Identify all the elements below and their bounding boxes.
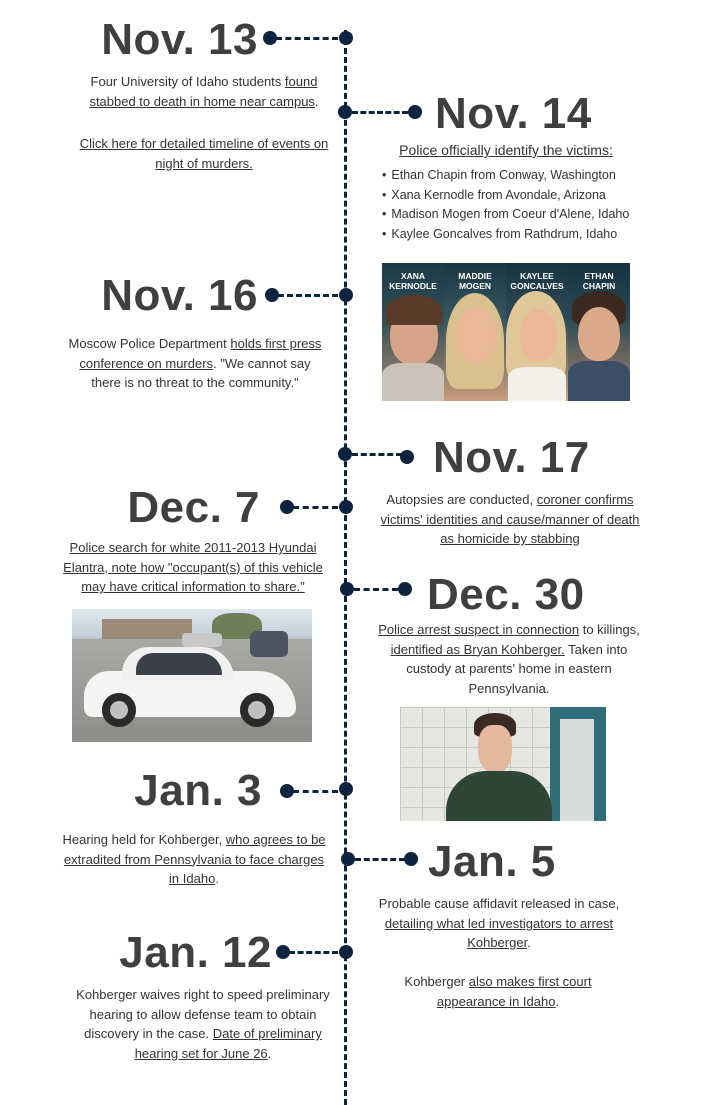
clothing-shape xyxy=(568,361,630,401)
timeline-node-nov-13 xyxy=(339,31,353,45)
timeline-node-nov-14 xyxy=(338,105,352,119)
event-text: Kohberger waives right to speed preliminary hearing to allow defense team to obtain discovery in the case. xyxy=(76,987,330,1041)
connector-nov-17 xyxy=(352,453,402,456)
link-court-appearance[interactable]: also makes first court appearance in Idaho xyxy=(436,974,592,1009)
building-shape xyxy=(102,619,192,641)
event-text-jan-12 xyxy=(70,985,336,1063)
connector-nov-13 xyxy=(276,37,338,40)
victim-photo-cell xyxy=(506,263,568,401)
event-text: . xyxy=(314,93,319,109)
link-extradited[interactable]: who agrees to be extradited from Pennsylvania to face charges in Idaho xyxy=(63,832,326,886)
car-wheel-shape xyxy=(102,693,136,727)
link-hyundai-elantra[interactable]: Police search for white 2011-2013 Hyundai Elantra, note how "occupant(s) of this vehicle may have critical information to share." xyxy=(63,540,323,594)
connector-jan-12 xyxy=(289,951,338,954)
event-text-jan-5 xyxy=(364,894,634,953)
timeline-node-jan-3 xyxy=(339,782,353,796)
event-text-dec-7 xyxy=(60,538,326,597)
connector-dot-nov-14-outer xyxy=(408,105,422,119)
event-text: Moscow Police Department xyxy=(68,336,231,351)
link-press-conference[interactable]: holds first press conference on murders xyxy=(79,336,322,371)
victim-label: XANA KERNODLE xyxy=(389,271,437,291)
connector-dot-dec-30-outer xyxy=(398,582,412,596)
timeline-node-dec-7 xyxy=(339,500,353,514)
victim-photo-cell xyxy=(568,263,630,401)
timeline-node-dec-30 xyxy=(340,582,354,596)
list-item: • Ethan Chapin from Conway, Washington xyxy=(382,166,652,186)
date-nov-16: Nov. 16 xyxy=(101,271,258,320)
event-heading-nov-14 xyxy=(370,141,642,161)
link-found-stabbed[interactable]: found stabbed to death in home near campus xyxy=(89,74,318,109)
date-jan-5: Jan. 5 xyxy=(428,837,556,886)
victims-photo xyxy=(382,263,630,401)
event-text-jan-5-court xyxy=(394,972,602,1011)
link-preliminary-hearing[interactable]: Date of preliminary hearing set for June 26 xyxy=(134,1026,322,1061)
timeline-node-jan-12 xyxy=(339,945,353,959)
event-text-jan-3 xyxy=(60,830,328,889)
link-bryan-kohberger[interactable]: identified as Bryan Kohberger. xyxy=(390,641,565,657)
parked-car-shape xyxy=(182,633,222,647)
hair-shape xyxy=(386,295,442,325)
event-text: . xyxy=(267,1045,272,1061)
face-shape xyxy=(520,309,558,361)
event-text-dec-30 xyxy=(374,620,644,698)
link-identify-victims[interactable]: Police officially identify the victims: xyxy=(399,142,613,158)
link-detailed-timeline[interactable]: Click here for detailed timeline of events on night of murders. xyxy=(79,136,329,171)
suspect-shirt-shape xyxy=(446,771,552,821)
connector-dot-jan-5-outer xyxy=(404,852,418,866)
victim-label: KAYLEE GONCALVES xyxy=(510,271,564,291)
date-dec-30: Dec. 30 xyxy=(427,570,585,619)
parked-car-shape xyxy=(250,631,288,657)
car-wheel-shape xyxy=(240,693,274,727)
connector-dec-30 xyxy=(354,588,398,591)
victims-list xyxy=(382,166,652,244)
event-text-nov-16 xyxy=(64,334,326,393)
link-coroner-confirms[interactable]: coroner confirms victims' identities and cause/manner of death as homicide by stabbing xyxy=(380,492,640,546)
event-text: . "We cannot say there is no threat to the community." xyxy=(91,355,311,390)
connector-dec-7 xyxy=(293,506,338,509)
suspect-photo xyxy=(400,707,606,821)
link-probable-cause[interactable]: detailing what led investigators to arrest Kohberger xyxy=(384,915,614,950)
list-item: • Kaylee Goncalves from Rathdrum, Idaho xyxy=(382,225,652,245)
timeline-node-jan-5 xyxy=(341,852,355,866)
date-dec-7: Dec. 7 xyxy=(127,483,260,532)
link-police-arrest[interactable]: Police arrest suspect in connection xyxy=(378,622,580,637)
connector-dot-nov-17-outer xyxy=(400,450,414,464)
list-item: • Madison Mogen from Coeur d'Alene, Idaho xyxy=(382,205,652,225)
list-item: • Xana Kernodle from Avondale, Arizona xyxy=(382,186,652,206)
connector-nov-16 xyxy=(278,294,338,297)
clothing-shape xyxy=(382,363,444,401)
date-jan-3: Jan. 3 xyxy=(134,766,262,815)
car-window-shape xyxy=(136,653,222,675)
connector-dot-dec-7-outer xyxy=(280,500,294,514)
connector-nov-14 xyxy=(352,111,408,114)
victim-label: ETHAN CHAPIN xyxy=(582,271,616,291)
clothing-shape xyxy=(508,367,566,401)
event-text: Kohberger xyxy=(404,974,469,989)
connector-dot-nov-16-outer xyxy=(265,288,279,302)
face-shape xyxy=(578,307,620,361)
timeline-node-nov-16 xyxy=(339,288,353,302)
door-frame-shape xyxy=(560,719,594,821)
suspect-face-shape xyxy=(478,725,512,773)
timeline-node-nov-17 xyxy=(338,447,352,461)
connector-jan-5 xyxy=(355,858,405,861)
victim-label: MADDIE MOGEN xyxy=(458,271,492,291)
event-text: Probable cause affidavit released in case, xyxy=(378,896,620,911)
event-text: . xyxy=(527,935,531,950)
date-nov-13: Nov. 13 xyxy=(101,15,258,64)
connector-dot-nov-13-outer xyxy=(263,31,277,45)
connector-dot-jan-12-outer xyxy=(276,945,290,959)
event-text: Taken into custody at parents' home in eastern Pennsylvania. xyxy=(406,641,628,696)
date-nov-14: Nov. 14 xyxy=(435,89,592,138)
date-nov-17: Nov. 17 xyxy=(433,433,590,482)
event-text-nov-13 xyxy=(66,72,342,111)
event-text: . xyxy=(555,993,560,1009)
face-shape xyxy=(456,307,496,363)
event-text: to killings, xyxy=(579,622,640,637)
event-text-nov-17 xyxy=(374,490,646,549)
date-jan-12: Jan. 12 xyxy=(119,928,272,977)
event-text: Four University of Idaho students xyxy=(90,74,285,89)
event-link-timeline-nov-13 xyxy=(70,134,338,173)
event-text: Hearing held for Kohberger, xyxy=(62,832,226,847)
victim-photo-cell xyxy=(382,263,444,401)
victim-photo-cell xyxy=(444,263,506,401)
connector-dot-jan-3-outer xyxy=(280,784,294,798)
event-text: . xyxy=(215,871,219,886)
connector-jan-3 xyxy=(293,790,338,793)
event-text: Autopsies are conducted, xyxy=(386,492,537,507)
timeline-spine xyxy=(344,30,347,1105)
car-photo xyxy=(72,609,312,742)
